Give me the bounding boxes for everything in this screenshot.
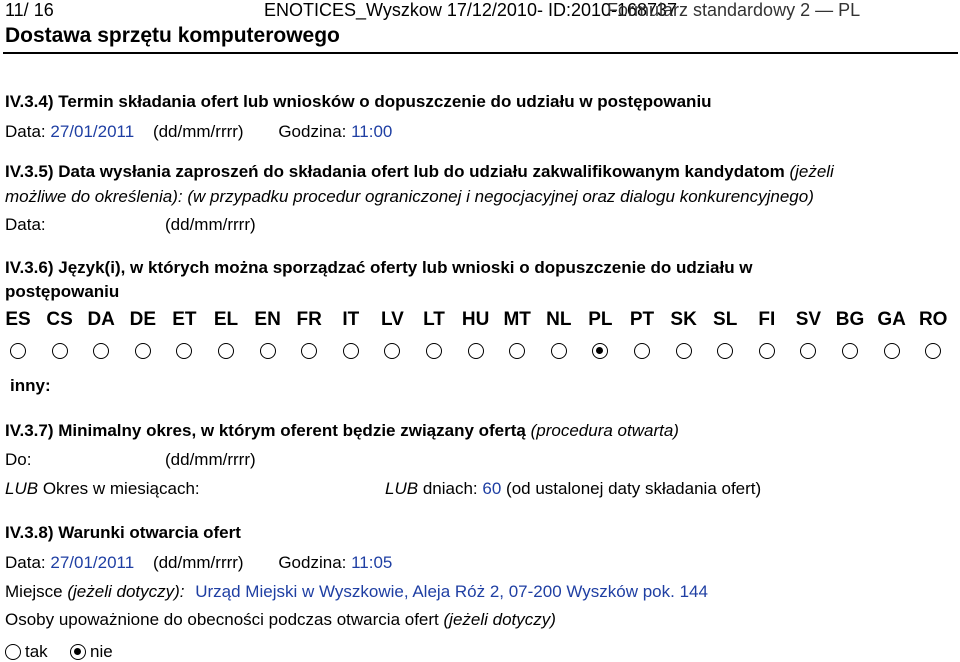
s4-date-format: (dd/mm/rrrr) (152, 122, 244, 141)
lang-radio-cs[interactable] (52, 343, 68, 359)
lang-radio-pt[interactable] (634, 343, 650, 359)
lang-radio-bg[interactable] (842, 343, 858, 359)
lang-label-pl: PL (588, 309, 613, 330)
tak-label: tak (25, 642, 48, 661)
s8-place-row (5, 582, 708, 602)
lang-label-sv: SV (795, 309, 822, 330)
lang-radio-it[interactable] (343, 343, 359, 359)
other-language-label: inny: (10, 376, 51, 395)
lang-radio-da[interactable] (93, 343, 109, 359)
lang-label-da: DA (87, 309, 115, 330)
s8-persons-note: (jeżeli dotyczy) (443, 610, 556, 629)
lang-label-de: DE (129, 309, 156, 330)
section-iv-3-4-heading: IV.3.4) Termin składania ofert lub wniosków o dopuszczenie do udziału w postępowaniu (5, 92, 712, 111)
s7-months-label: Okres w miesiącach: (42, 479, 200, 498)
s8-time-value: 11:05 (351, 553, 393, 572)
s8-place-note: (jeżeli dotyczy): (67, 582, 185, 601)
s7-months-row (5, 479, 200, 499)
s4-date-row (5, 122, 392, 142)
s5-date-label: Data: (5, 215, 46, 234)
s7-date-format: (dd/mm/rrrr) (165, 450, 256, 469)
s7-to-label: Do: (5, 450, 32, 469)
lang-label-hu: HU (461, 309, 490, 330)
s5-note-1: (jeżeli (789, 162, 834, 181)
header-divider (3, 52, 958, 54)
s7-lub-1: LUB (5, 479, 39, 498)
lang-radio-sl[interactable] (717, 343, 733, 359)
section-iv-3-6-heading-2: postępowaniu (5, 282, 120, 301)
s8-date-value: 27/01/2011 (50, 553, 135, 572)
lang-label-en: EN (254, 309, 281, 330)
lang-radio-fi[interactable] (759, 343, 775, 359)
s7-days-note: (od ustalonej daty składania ofert) (506, 479, 762, 498)
lang-radio-et[interactable] (176, 343, 192, 359)
lang-radio-lv[interactable] (384, 343, 400, 359)
s8-place-label: Miejsce (5, 582, 63, 601)
section-iv-3-5-heading (5, 162, 834, 182)
lang-radio-nl[interactable] (551, 343, 567, 359)
lang-label-et: ET (172, 309, 197, 330)
lang-radio-ro[interactable] (925, 343, 941, 359)
s8-date-label: Data: (5, 553, 46, 572)
s5-heading: IV.3.5) Data wysłania zaproszeń do składania ofert lub do udziału zakwalifikowanym kandydatom (5, 162, 785, 181)
lang-label-sl: SL (713, 309, 738, 330)
lang-label-fi: FI (758, 309, 776, 330)
section-iv-3-6-heading-1: IV.3.6) Język(i), w których można sporządzać oferty lub wnioski o dopuszczenie do udziału w (5, 258, 753, 277)
s5-note-2: możliwe do określenia): (w przypadku procedur ograniczonej i negocjacyjnej oraz dialogu konkurencyjnego) (5, 187, 814, 206)
lang-radio-hu[interactable] (468, 343, 484, 359)
lang-label-mt: MT (503, 309, 531, 330)
s7-heading: IV.3.7) Minimalny okres, w którym oferent będzie związany ofertą (5, 421, 526, 440)
s8-persons-label: Osoby upoważnione do obecności podczas otwarcia ofert (5, 610, 439, 629)
lang-label-ro: RO (918, 309, 948, 330)
lang-radio-mt[interactable] (509, 343, 525, 359)
lang-label-sk: SK (670, 309, 697, 330)
s7-lub-2: LUB (385, 479, 419, 498)
section-iv-3-7-heading (5, 421, 679, 441)
s8-time-label: Godzina: (278, 553, 347, 572)
s4-time-value: 11:00 (351, 122, 393, 141)
lang-radio-lt[interactable] (426, 343, 442, 359)
s4-date-label: Data: (5, 122, 46, 141)
lang-radio-fr[interactable] (301, 343, 317, 359)
s7-days-row (385, 479, 761, 499)
document-title: Dostawa sprzętu komputerowego (5, 24, 340, 47)
lang-label-ga: GA (877, 309, 906, 330)
lang-label-es: ES (5, 309, 31, 330)
section-iv-3-8-heading: IV.3.8) Warunki otwarcia ofert (5, 523, 241, 542)
s4-time-label: Godzina: (278, 122, 347, 141)
lang-label-lt: LT (423, 309, 445, 330)
notice-id: ENOTICES_Wyszkow 17/12/2010- ID:2010-168737 (264, 0, 678, 20)
page-number: 11/ 16 (5, 0, 54, 20)
lang-label-cs: CS (46, 309, 73, 330)
s8-persons-row (5, 610, 556, 630)
nie-label: nie (90, 642, 113, 661)
lang-radio-de[interactable] (135, 343, 151, 359)
s8-date-row (5, 553, 392, 573)
s4-date-value: 27/01/2011 (50, 122, 135, 141)
lang-label-el: EL (213, 309, 239, 330)
lang-label-fr: FR (296, 309, 322, 330)
s5-date-format: (dd/mm/rrrr) (165, 215, 256, 234)
lang-radio-el[interactable] (218, 343, 234, 359)
lang-radio-en[interactable] (260, 343, 276, 359)
lang-radio-sv[interactable] (800, 343, 816, 359)
lang-label-nl: NL (546, 309, 572, 330)
s7-days-label: dniach: (422, 479, 478, 498)
lang-label-it: IT (342, 309, 360, 330)
lang-label-bg: BG (835, 309, 865, 330)
lang-radio-pl[interactable] (592, 343, 608, 359)
s8-place-value: Urząd Miejski w Wyszkowie, Aleja Róż 2, 07-200 Wyszków pok. 144 (195, 582, 708, 601)
lang-radio-ga[interactable] (884, 343, 900, 359)
s7-days-value: 60 (482, 479, 502, 498)
lang-radio-es[interactable] (10, 343, 26, 359)
s7-note: (procedura otwarta) (530, 421, 679, 440)
nie-radio[interactable] (70, 644, 86, 660)
lang-radio-sk[interactable] (676, 343, 692, 359)
s8-date-format: (dd/mm/rrrr) (152, 553, 244, 572)
form-name: Formularz standardowy 2 — PL (607, 0, 861, 20)
lang-label-pt: PT (629, 309, 655, 330)
tak-radio[interactable] (5, 644, 21, 660)
lang-label-lv: LV (380, 309, 404, 330)
